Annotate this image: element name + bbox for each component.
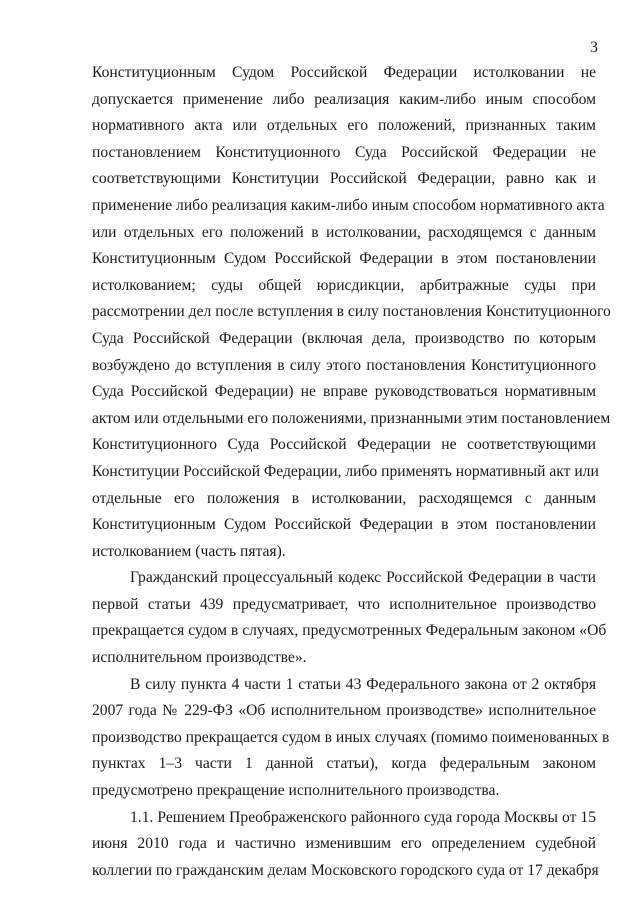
text-line: прекращается судом в случаях, предусмотренных Федеральным законом «Об: [92, 622, 607, 640]
text-line: соответствующими Конституции Российской Федерации, равно как и: [92, 170, 596, 188]
text-line: В силу пункта 4 части 1 статьи 43 Федерального закона от 2 октября: [130, 675, 596, 693]
text-line: или отдельных его положений в истолковании, расходящемся с данным: [92, 223, 596, 241]
text-line: пунктах 1–3 части 1 данной статьи), когда федеральным законом: [92, 755, 596, 773]
text-line: постановлением Конституционного Суда Российской Федерации не: [92, 143, 596, 161]
text-line: применение либо реализация каким-либо иным способом нормативного акта: [92, 196, 605, 214]
text-line: предусмотрено прекращение исполнительного производства.: [92, 782, 500, 800]
text-line: допускается применение либо реализация каким-либо иным способом: [92, 90, 596, 108]
text-line: Суда Российской Федерации) не вправе руководствоваться нормативным: [92, 383, 596, 401]
text-line: рассмотрении дел после вступления в силу постановления Конституционного: [92, 303, 611, 321]
text-line: Конституционным Судом Российской Федерации в этом постановлении: [92, 516, 596, 534]
text-line: Конституции Российской Федерации, либо применять нормативный акт или: [92, 462, 599, 480]
text-line: истолкованием (часть пятая).: [92, 542, 286, 560]
text-line: Конституционного Суда Российской Федерации не соответствующими: [92, 436, 596, 454]
text-line: коллегии по гражданским делам Московского городского суда от 17 декабря: [92, 861, 599, 879]
text-line: производство прекращается судом в иных случаях (помимо поименованных в: [92, 728, 610, 746]
text-line: 2007 года № 229-ФЗ «Об исполнительном производстве» исполнительное: [92, 702, 596, 720]
text-line: исполнительном производстве».: [92, 649, 307, 667]
text-line: первой статьи 439 предусматривает, что исполнительное производство: [92, 595, 596, 613]
body-text: [92, 60, 611, 884]
text-line: возбуждено до вступления в силу этого постановления Конституционного: [92, 356, 596, 374]
text-line: отдельные его положения в истолковании, расходящемся с данным: [92, 489, 596, 507]
text-line: Конституционным Судом Российской Федерации истолковании не: [92, 64, 596, 81]
text-line: актом или отдельными его положениями, признанными этим постановлением: [92, 409, 611, 427]
page-number: 3: [590, 39, 598, 56]
text-line: Гражданский процессуальный кодекс Российской Федерации в части: [130, 569, 596, 587]
text-line: Конституционным Судом Российской Федерации в этом постановлении: [92, 250, 596, 268]
text-line: истолкованием; суды общей юрисдикции, арбитражные суды при: [92, 276, 596, 294]
text-line: июня 2010 года и частично изменившим его определением судебной: [92, 835, 596, 853]
text-line: нормативного акта или отдельных его положений, признанных таким: [92, 117, 596, 135]
text-line: Суда Российской Федерации (включая дела, производство по которым: [92, 329, 596, 347]
text-line: 1.1. Решением Преображенского районного суда города Москвы от 15: [130, 808, 596, 826]
